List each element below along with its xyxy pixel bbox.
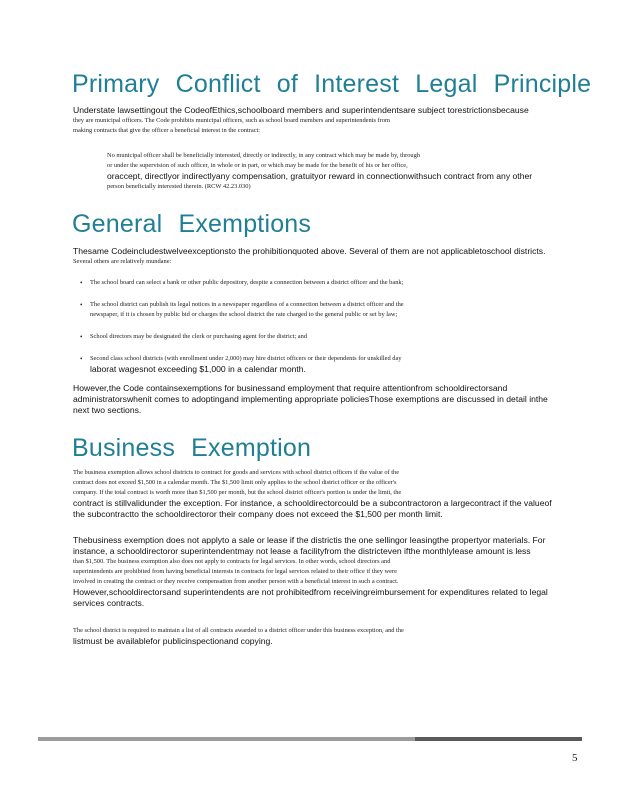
text-line: services contracts.: [73, 598, 145, 608]
text-line: Understate lawsettingout the CodeofEthics,schoolboard members and superintendentsare subject torestrictionsbecause: [73, 105, 529, 115]
text-line: instance, a schooldirectoror superintendentmay not lease a facilityfrom the districteven ifthe monthlylease amount is less: [73, 546, 531, 556]
page-number: 5: [572, 752, 578, 764]
text-line: laborat wagesnot exceeding $1,000 in a calendar month.: [90, 364, 306, 374]
section-heading-business: Business Exemption: [72, 434, 312, 462]
text-line: administratorswhenit comes to adoptingand implementing appropriate policiesThose exemptions are discussed in detail inthe: [73, 394, 548, 404]
general-outro: [73, 383, 548, 416]
text-line: However,the Code containsexemptions for businessand employment that require attentionfrom schooldirectorsand: [73, 383, 508, 393]
text-line: than $1,500. The business exemption also does not apply to contracts for legal services. In other words, school directors and: [73, 558, 391, 565]
list-item: [80, 300, 550, 320]
text-line: company. If the total contract is worth more than $1,500 per month, but the school district officer's portion is under the limit, the: [73, 489, 402, 496]
text-line: contract does not exceed $1,500 in a calendar month. The $1,500 limit only applies to the school district officer or the officer's: [73, 479, 397, 486]
exemption-list: [80, 278, 550, 375]
text-line: next two sections.: [73, 405, 142, 415]
text-line: oraccept, directlyor indirectlyany compensation, gratuityor reward in connectionwithsuch contract from any other: [107, 171, 533, 181]
text-line: • The school district can publish its legal notices in a newspaper regardless of a connection between a district officer and the: [90, 301, 404, 308]
text-line: contract is stillvalidunder the exception. For instance, a schooldirectorcould be a subcontractoron a largecontract if the valueof: [73, 498, 552, 508]
text-line: The school district is required to maintain a list of all contracts awarded to a district officer under this business exception, and the: [73, 627, 404, 634]
business-para-2: [73, 535, 548, 609]
text-line: • Second class school districts (with enrollment under 2,000) may hire district officers or their dependents for unskilled day: [90, 355, 402, 362]
text-line: making contracts that give the officer a beneficial interest in the contract:: [73, 127, 261, 134]
primary-intro: [73, 105, 529, 136]
text-line: person beneficially interested therein. (RCW 42.23.030): [107, 183, 251, 190]
text-line: However,schooldirectorsand superintendents are not prohibitedfrom receivingreimbursement for expenditures related to legal: [73, 587, 548, 597]
text-line: they are municipal officers. The Code prohibits municipal officers, such as school board members and superintendents from: [73, 117, 390, 124]
section-heading-primary: Primary Conflict of Interest Legal Principle: [72, 70, 592, 98]
list-item: [80, 354, 550, 375]
statute-quote: [107, 151, 532, 192]
text-line: listmust be availablefor publicinspectionand copying.: [73, 636, 273, 646]
business-para-3: [73, 626, 404, 647]
text-line: Several others are relatively mundane:: [73, 258, 172, 265]
text-line: or under the supervision of such officer, in whole or in part, or which may be made for the benefit of his or her office,: [107, 162, 408, 169]
text-line: • School directors may be designated the clerk or purchasing agent for the district; and: [90, 333, 308, 340]
list-item: [80, 332, 550, 342]
section-heading-general: General Exemptions: [72, 210, 312, 238]
text-line: involved in creating the contract or they receive compensation from another person with a beneficial interest in such a contract.: [73, 578, 399, 585]
business-para-1: [73, 468, 552, 520]
general-intro: [73, 246, 545, 267]
text-line: • The school board can select a bank or other public depository, despite a connection between a district officer and the bank;: [90, 279, 404, 286]
text-line: superintendents are prohibited from having beneficial interests in contracts for legal services related to their office if they were: [73, 568, 397, 575]
text-line: the subcontractto the schooldirectoror their company does not exceed the $1,500 per month limit.: [73, 509, 443, 519]
list-item: [80, 278, 550, 288]
text-line: Thesame Codeincludestwelveexceptionsto the prohibitionquoted above. Several of them are not applicabletoschool districts.: [73, 246, 546, 256]
text-line: newspaper, if it is chosen by public bid or charges the school district the rate charged to the general public or set by law;: [90, 311, 398, 318]
text-line: No municipal officer shall be beneficially interested, directly or indirectly, in any contract which may be made by, through: [107, 152, 420, 159]
footer-rule-accent: [415, 737, 582, 741]
text-line: Thebusiness exemption does not applyto a sale or lease if the districtis the one sellingor leasingthe propertyor materials. For: [73, 535, 546, 545]
text-line: The business exemption allows school districts to contract for goods and services with school district officers if the value of the: [73, 469, 400, 476]
